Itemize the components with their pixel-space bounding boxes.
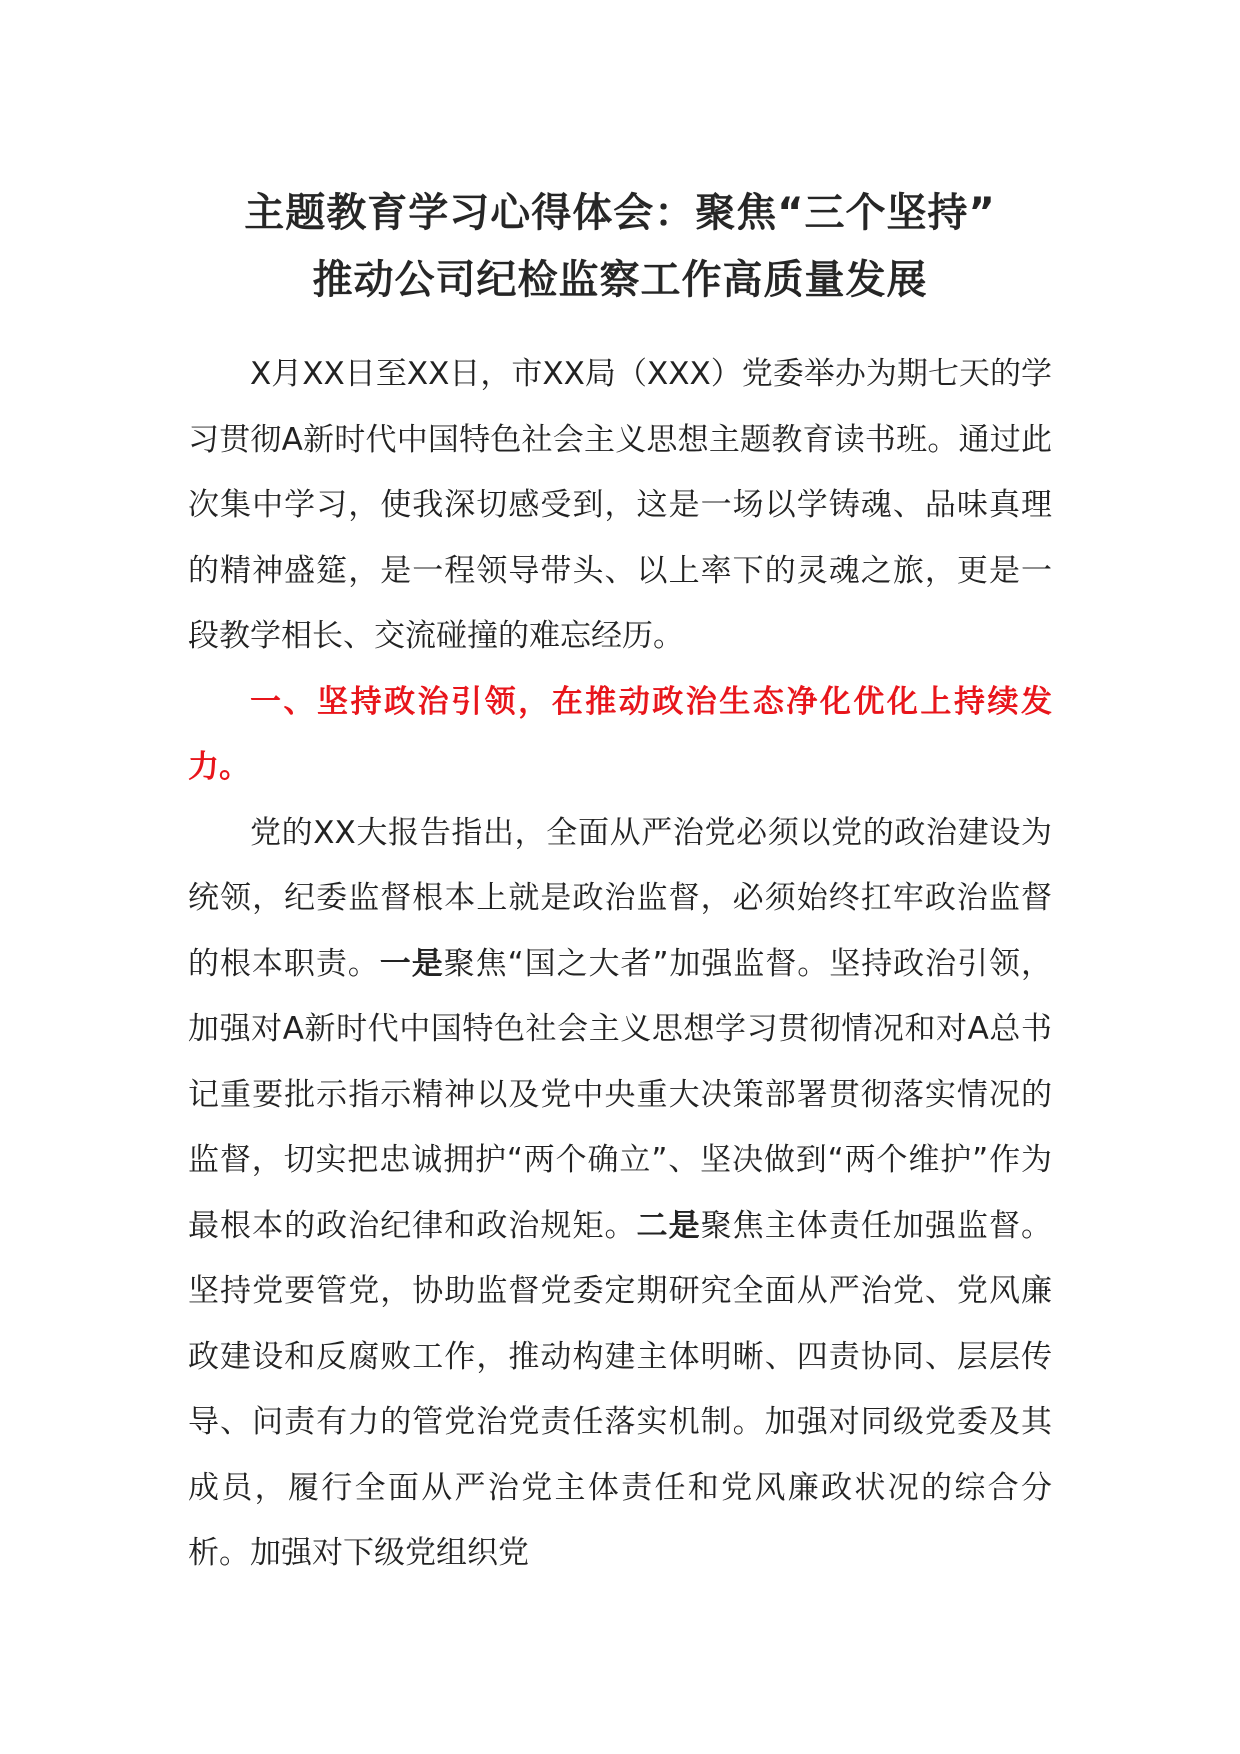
document-page <box>188 180 1052 1587</box>
document-title <box>188 180 1052 314</box>
paragraph-text: 党的XX大报告指出，全面从严治党必须以党的政治建设为统领，纪委监督根本上就是政治监督，必须始终扛牢政治监督的根本职责。 <box>188 814 1052 982</box>
section-1-paragraph <box>188 801 1052 1587</box>
lead-marker-first: 一是 <box>379 945 444 982</box>
document-body <box>188 342 1052 1587</box>
section-heading-1: 一、坚持政治引领，在推动政治生态净化优化上持续发力。 <box>188 683 1052 785</box>
lead-marker-second: 二是 <box>636 1207 701 1244</box>
paragraph-text: 聚焦“国之大者”加强监督。坚持政治引领，加强对A新时代中国特色社会主义思想学习贯彻情况和对A总书记重要批示指示精神以及党中央重大决策部署贯彻落实情况的监督，切实把忠诚拥护“两个确立”、坚决做到“两个维护”作为最根本的政治纪律和政治规矩。 <box>188 945 1052 1244</box>
title-line-2: 推动公司纪检监察工作高质量发展 <box>312 257 928 303</box>
intro-paragraph: X月XX日至XX日，市XX局（XXX）党委举办为期七天的学习贯彻A新时代中国特色社会主义思想主题教育读书班。通过此次集中学习，使我深切感受到，这是一场以学铸魂、品味真理的精神盛筵，是一程领导带头、以上率下的灵魂之旅，更是一段教学相长、交流碰撞的难忘经历。 <box>188 356 1052 654</box>
title-line-1: 主题教育学习心得体会：聚焦“三个坚持” <box>244 190 996 236</box>
paragraph-text: 聚焦主体责任加强监督。坚持党要管党，协助监督党委定期研究全面从严治党、党风廉政建设和反腐败工作，推动构建主体明晰、四责协同、层层传导、问责有力的管党治党责任落实机制。加强对同级党委及其成员，履行全面从严治党主体责任和党风廉政状况的综合分析。加强对下级党组织党 <box>188 1207 1053 1571</box>
